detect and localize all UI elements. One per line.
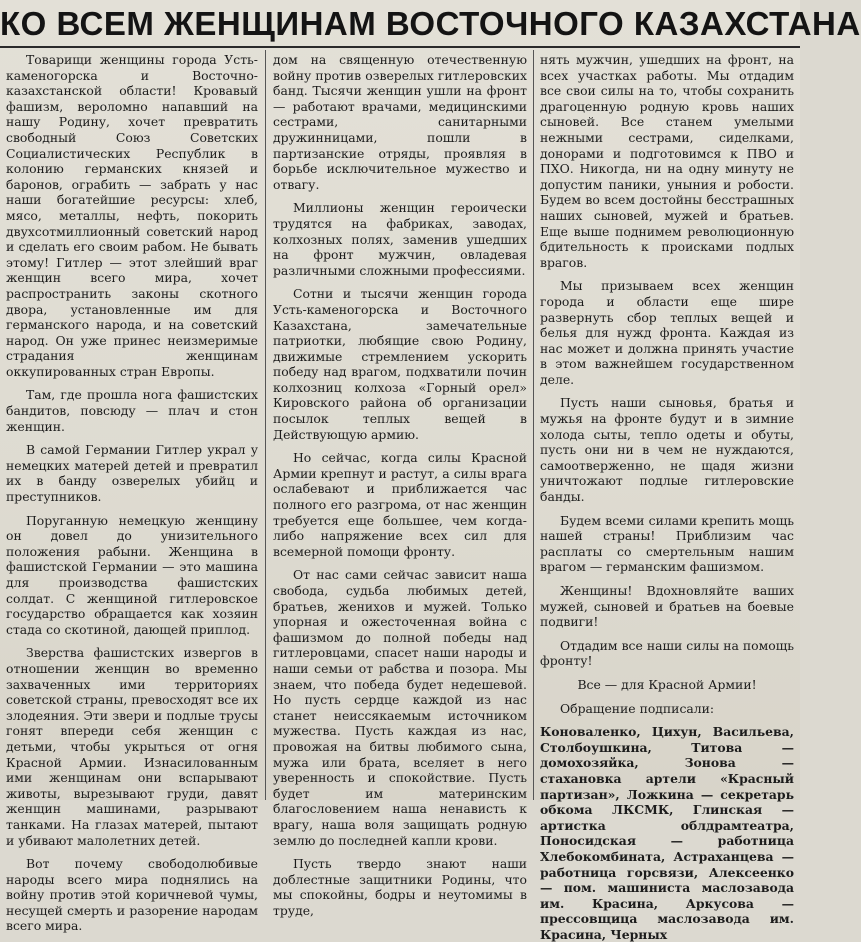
paragraph: дом на священную отечественную войну против озверелых гитлеровских банд. Тысячи женщин ушли на фронт — работают врачами, медицинскими сестрами, санитарными дружинницами, пошли в партизанские отряды, проявляя в борьбе исключительное мужество и отвагу. <box>273 52 527 192</box>
column-divider-2 <box>533 50 534 800</box>
paragraph: Пусть наши сыновья, братья и мужья на фронте будут и в зимние холода сыты, тепло одеты и обуты, пусть они ни в чем не нуждаются, самоотверженно, не щадя жизни уничтожают подлые гитлеровские банды. <box>540 395 794 505</box>
article-column-3 <box>540 52 794 942</box>
paragraph: Там, где прошла нога фашистских бандитов, повсюду — плач и стон женщин. <box>6 387 258 434</box>
paragraph: Мы призываем всех женщин города и области еще шире развернуть сбор теплых вещей и белья для нужд фронта. Каждая из нас может и должна принять участие в этом важнейшем государственном деле. <box>540 278 794 387</box>
article-column-2 <box>273 52 527 918</box>
paragraph: Товарищи женщины города Усть-каменогорска и Восточно-казахстанской области! Кровавый фашизм, вероломно напавший на нашу Родину, хочет превратить свободный Союз Советских Социалистических Республик в колонию германских князей и баронов, ограбить — забрать у нас наши богатейшие ресурсы: хлеб, мясо, металлы, нефть, покорить двухсотмиллионный советский народ и сделать его своим рабом. Не бывать этому! Гитлер — этот злейший враг женщин всего мира, хочет распространить законы скотного двора, установленные им для германского народа, и на советский народ. Он уже принес неизмеримые страдания женщинам оккупированных стран Европы. <box>6 52 258 379</box>
paragraph: Пусть твердо знают наши доблестные защитники Родины, что мы спокойны, бодры и неутомимы в труде, <box>273 856 527 918</box>
column-divider-1 <box>265 50 266 800</box>
article-column-1 <box>6 52 258 934</box>
slogan: Все — для Красной Армии! <box>577 676 757 692</box>
paragraph: В самой Германии Гитлер украл у немецких матерей детей и превратил их в банду озверелых убийц и преступников. <box>6 442 258 505</box>
paragraph: нять мужчин, ушедших на фронт, на всех участках работы. Мы отдадим все свои силы на то, чтобы сохранить драгоценную родную кровь наших сыновей. Все станем умелыми нежными сестрами, сиделками, донорами и подготовимся к ПВО и ПХО. Никогда, ни на одну минуту не допустим паники, уныния и робости. Будем во всем достойны бесстрашных наших сыновей, мужей и братьев. Еще выше поднимем революционную бдительность к происками подлых врагов. <box>540 52 794 270</box>
paragraph: От нас сами сейчас зависит наша свобода, судьба любимых детей, братьев, женихов и мужей. Только упорная и ожесточенная война с фашизмом до полной победы над гитлеровцами, спасет наши народы и наши семьи от рабства и позора. Мы знаем, что победа будет недешевой. Но пусть сердце каждой из нас станет неиссякаемым источником мужества. Пусть каждая из нас, провожая на битвы любимого сына, мужа или брата, вселяет в него уверенность и спокойствие. Пусть будет им материнским благословением наша ненависть к врагу, наша воля защищать родную землю до последней капли крови. <box>273 567 527 848</box>
paragraph: Но сейчас, когда силы Красной Армии крепнут и растут, а силы врага ослабевают и приближается час полного его разгрома, от нас женщин требуется еще большее, чем когда-либо напряжение всех сил для всемерной помощи фронту. <box>273 450 527 559</box>
headline: КО ВСЕМ ЖЕНЩИНАМ ВОСТОЧНОГО КАЗАХСТАНА <box>0 5 861 42</box>
signatures-block <box>540 701 794 942</box>
paragraph: Поруганную немецкую женщину он довел до унизительного положения рабыни. Женщина в фашистской Германии — это машина для производства фашистских солдат. С женщиной гитлеровское государство обращается как хозяин стада со скотиной, дающей приплод. <box>6 512 258 637</box>
signatures-list: Коноваленко, Цихун, Васильева, Столбоушкина, Титова — домохозяйка, Зонова — стахановка артели «Красный партизан», Ложкина — секретарь обкома ЛКСМК, Глинская — артистка облдрамтеатра, Поносидская — работница Хлебокомбината, Астраханцева — работница горсвязи, Алексеенко — пом. машиниста маслозавода им. Красина, Аркусова — прессовщица маслозавода им. Красина, Черных <box>540 724 794 942</box>
paragraph: Вот почему свободолюбивые народы всего мира поднялись на войну против этой коричневой чумы, несущей смерть и разорение народам всего мира. <box>6 856 258 934</box>
paragraph: Будем всеми силами крепить мощь нашей страны! Приблизим час расплаты со смертельным нашим врагом — германским фашизмом. <box>540 512 794 575</box>
paragraph: Женщины! Вдохновляйте ваших мужей, сыновей и братьев на боевые подвиги! <box>540 583 794 630</box>
headline-rule <box>0 46 800 48</box>
signatures-intro: Обращение подписали: <box>560 700 715 716</box>
paragraph: Миллионы женщин героически трудятся на фабриках, заводах, колхозных полях, заменив ушедших на фронт мужчин, овладевая различными сложными профессиями. <box>273 200 527 278</box>
paragraph: Сотни и тысячи женщин города Усть-каменогорска и Восточного Казахстана, замечательные патриотки, любящие свою Родину, движимые стремлением ускорить победу над врагом, подхватили почин колхозниц колхоза «Горный орел» Кировского района об организации посылок теплых вещей в Действующую армию. <box>273 286 527 442</box>
paragraph: Отдадим все наши силы на помощь фронту! <box>540 637 794 669</box>
paragraph: Зверства фашистских извергов в отношении женщин во временно захваченных ими территориях советской страны, превосходят все их злодеяния. Эти звери и подлые трусы гонят впереди себя женщин с детьми, чтобы укрыться от огня Красной Армии. Изнасилованным ими женщинам они вспарывают животы, вырезывают груди, давят женщин машинами, разрывают танками. На глазах матерей, пытают и убивают малолетних детей. <box>6 645 258 848</box>
